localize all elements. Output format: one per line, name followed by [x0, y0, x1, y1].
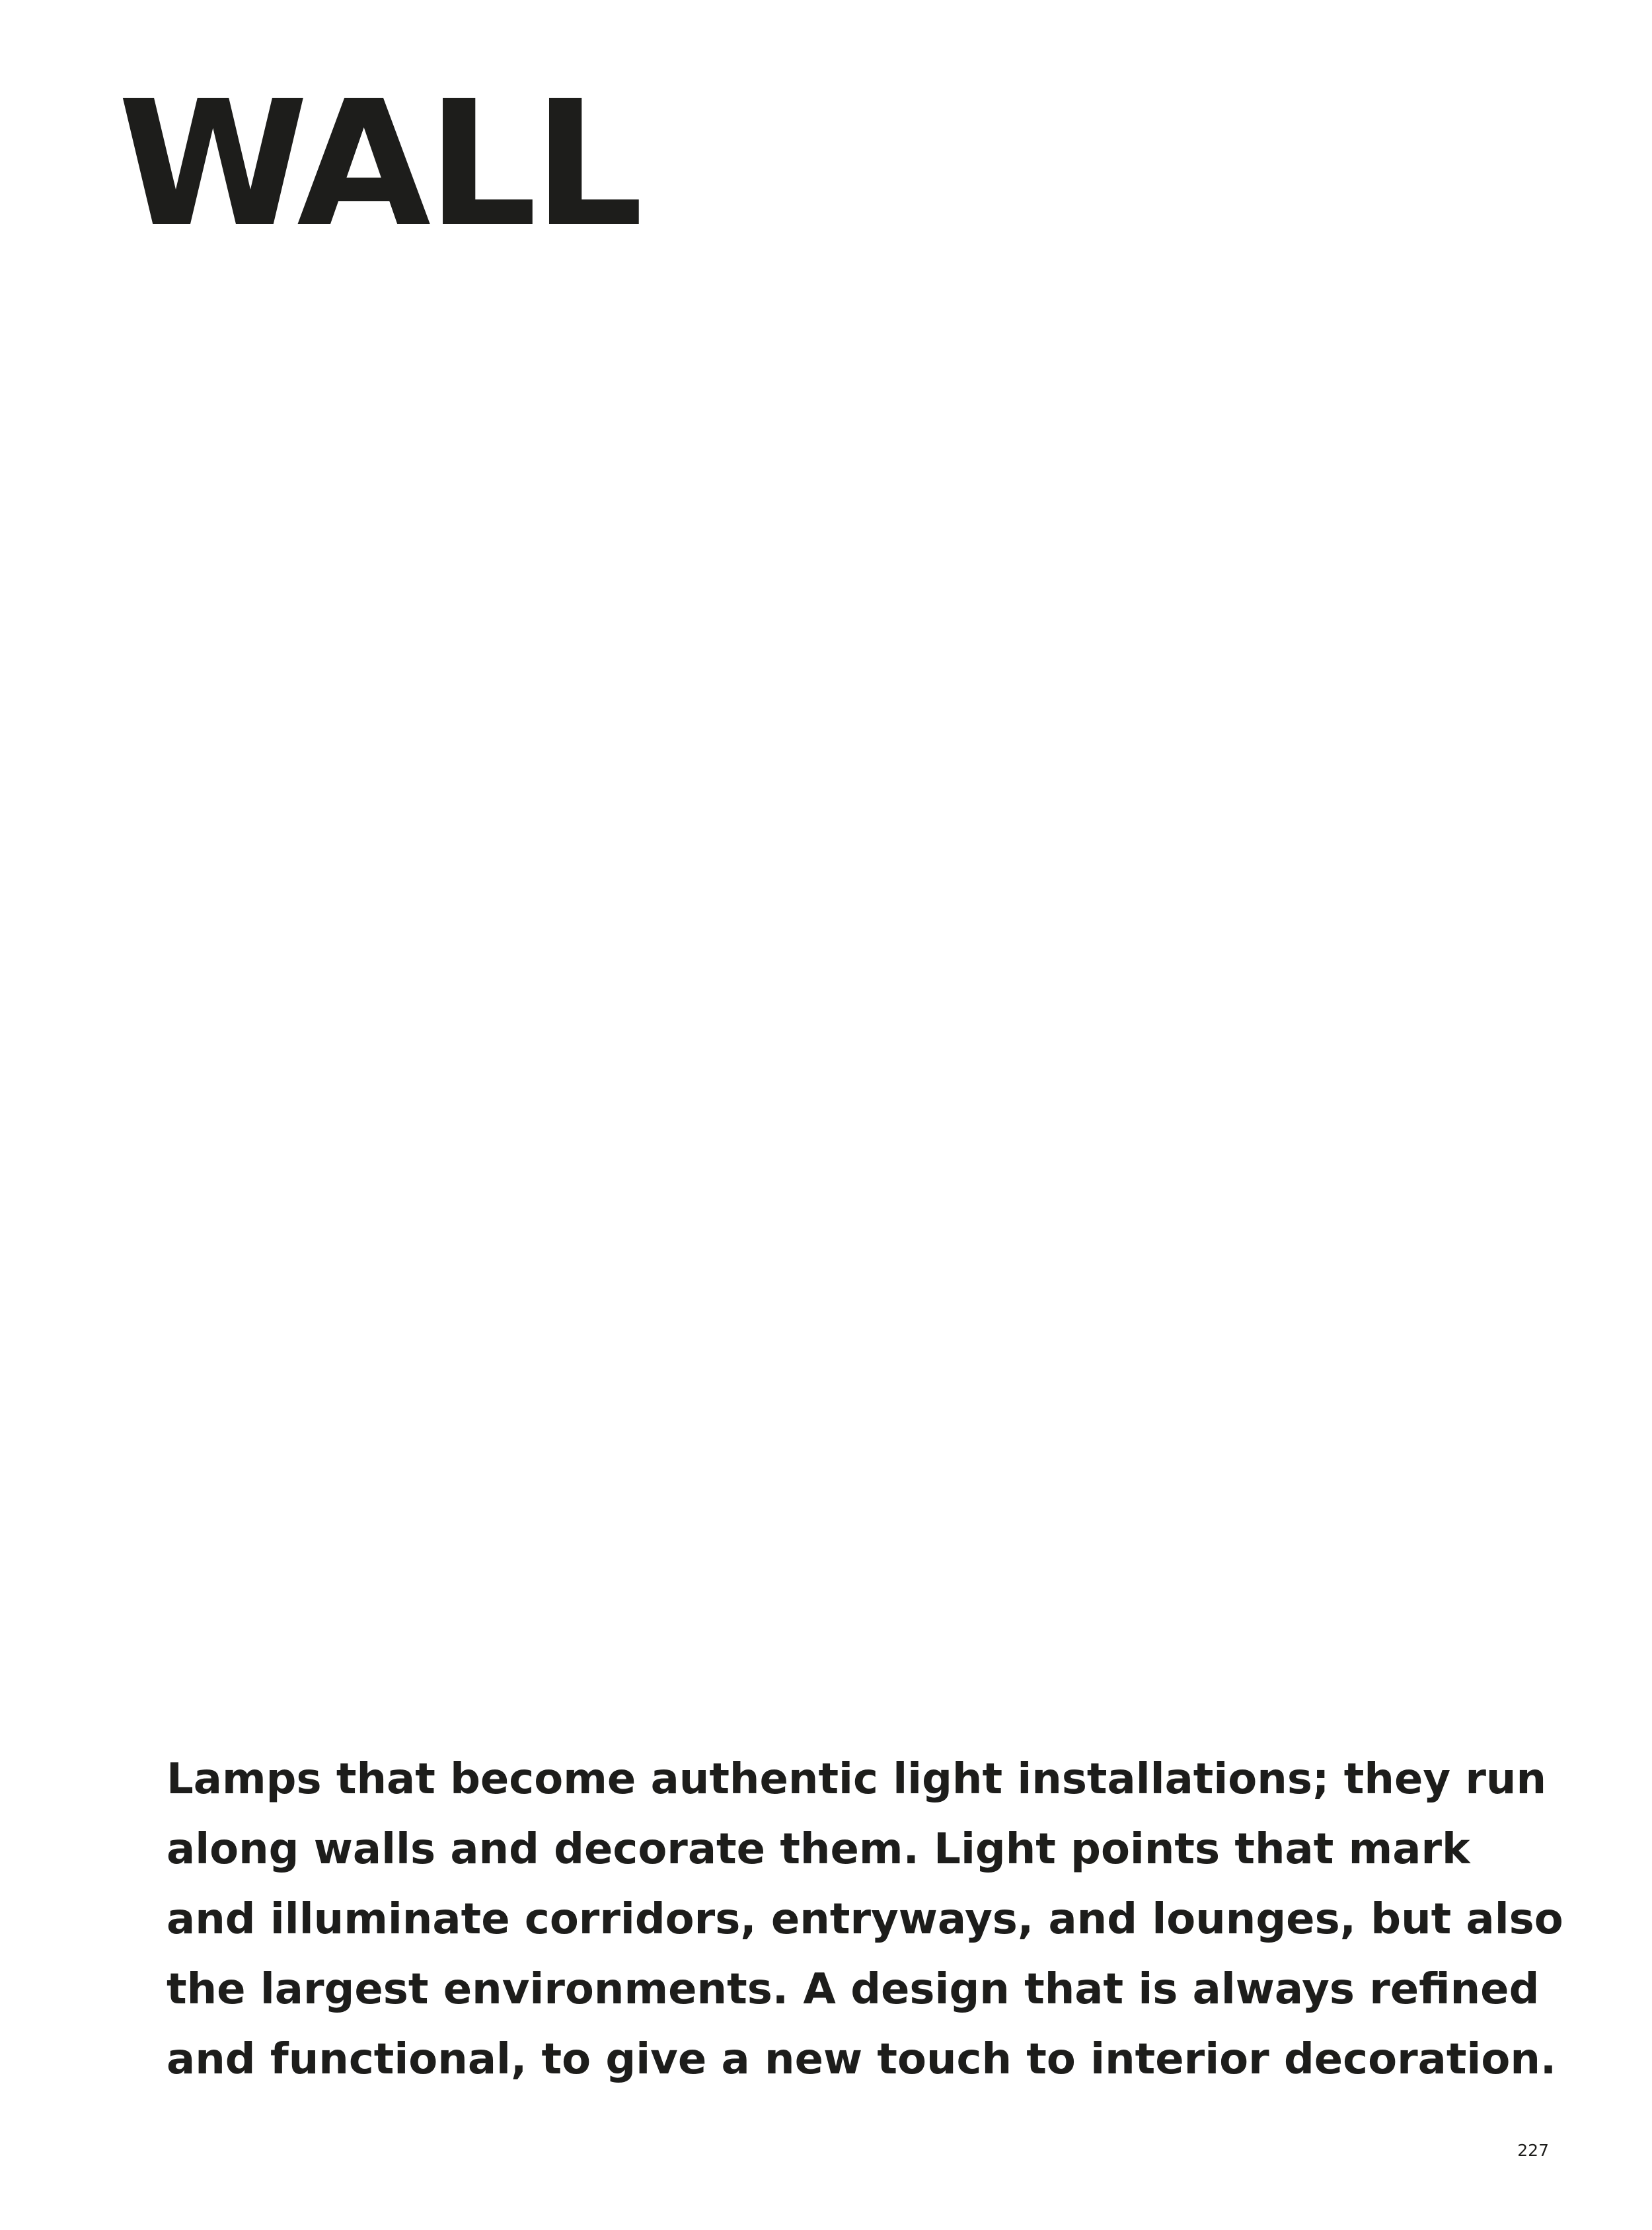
intro-line: and illuminate corridors, entryways, and lounges, but also: [167, 1895, 1563, 1944]
page-number: 227: [1517, 2141, 1549, 2160]
intro-paragraph: [167, 1744, 1563, 2095]
intro-line: along walls and decorate them. Light points that mark: [167, 1825, 1470, 1874]
section-title: WALL: [118, 63, 640, 265]
intro-line: and functional, to give a new touch to interior decoration.: [167, 2035, 1557, 2084]
intro-line: the largest environments. A design that is always refined: [167, 1965, 1540, 2014]
intro-line: Lamps that become authentic light installations; they run: [167, 1755, 1547, 1804]
